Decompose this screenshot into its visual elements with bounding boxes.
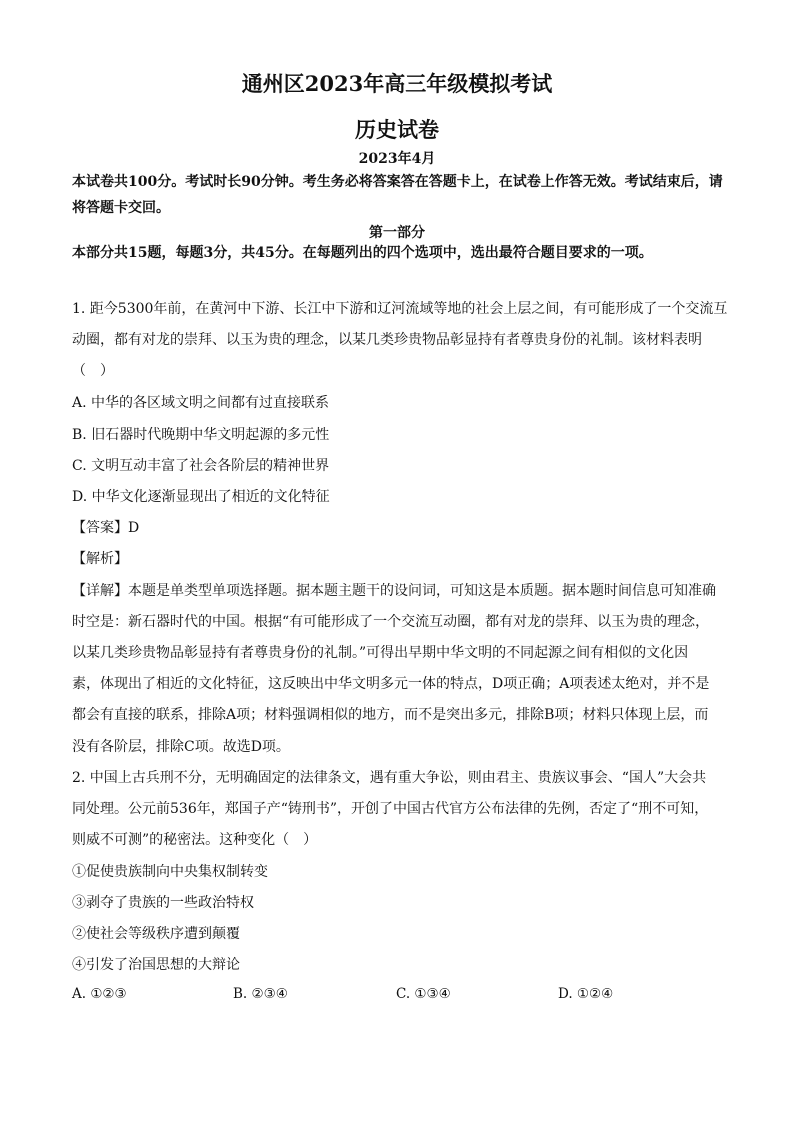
q2-option-a: A. ①②③ bbox=[72, 986, 127, 1002]
q1-option-c: C. 文明互动丰富了社会各阶层的精神世界 bbox=[72, 458, 330, 474]
q1-detail-line-3: 以某几类珍贵物品彰显持有者尊贵身份的礼制。”可得出早期中华文明的不同起源之间有相似的文化因 bbox=[72, 645, 689, 661]
q1-option-d: D. 中华文化逐渐显现出了相近的文化特征 bbox=[72, 489, 330, 505]
q2-item-4: ④引发了治国思想的大辩论 bbox=[72, 957, 240, 973]
exam-instructions: 本试卷共100分。考试时长90分钟。考生务必将答案答在答题卡上，在试卷上作答无效。考试结束后，请将答题卡交回。 bbox=[72, 174, 723, 216]
q1-detail-line-6: 没有各阶层，排除C项。故选D项。 bbox=[72, 739, 290, 755]
q1-answer: 【答案】D bbox=[72, 520, 140, 536]
q1-stem-line-1: 1. 距今5300年前，在黄河中下游、长江中下游和辽河流域等地的社会上层之间，有可能形成了一个交流互 bbox=[72, 301, 728, 317]
q2-stem-line-1: 2. 中国上古兵刑不分，无明确固定的法律条文，遇有重大争讼，则由君主、贵族议事会、“国人”大会共 bbox=[72, 770, 707, 786]
q2-option-b: B. ②③④ bbox=[233, 986, 288, 1002]
part-intro: 本部分共15题，每题3分，共45分。在每题列出的四个选项中，选出最符合题目要求的一项。 bbox=[72, 245, 653, 261]
q2-stem-line-2: 同处理。公元前536年，郑国子产“铸刑书”，开创了中国古代官方公布法律的先例，否定了“刑不可知， bbox=[72, 801, 709, 817]
q1-detail-line-5: 都会有直接的联系，排除A项；材料强调相似的地方，而不是突出多元，排除B项；材料只体现上层，而 bbox=[72, 707, 709, 723]
q2-item-1: ①促使贵族制向中央集权制转变 bbox=[72, 864, 268, 880]
exam-subject: 历史试卷 bbox=[355, 117, 439, 142]
q2-stem-line-3: 则威不可测”的秘密法。这种变化（ ） bbox=[72, 832, 318, 848]
q2-option-c: C. ①③④ bbox=[396, 986, 451, 1002]
q1-detail-line-4: 素，体现出了相近的文化特征，这反映出中华文明多元一体的特点，D项正确；A项表述太绝对，并不是 bbox=[72, 676, 710, 692]
q1-detail-line-1: 【详解】本题是单类型单项选择题。据本题主题干的设问词，可知这是本质题。据本题时间信息可知准确 bbox=[72, 583, 716, 599]
q2-option-d: D. ①②④ bbox=[558, 986, 614, 1002]
q1-analysis-label: 【解析】 bbox=[72, 551, 128, 567]
q1-stem-line-3: （ ） bbox=[72, 363, 114, 379]
q1-detail-line-2: 时空是：新石器时代的中国。根据“有可能形成了一个交流互动圈，都有对龙的崇拜、以玉为贵的理念， bbox=[72, 614, 710, 630]
exam-date: 2023年4月 bbox=[358, 151, 436, 167]
exam-title: 通州区2023年高三年级模拟考试 bbox=[241, 71, 553, 96]
part-title: 第一部分 bbox=[369, 225, 425, 241]
q1-option-b: B. 旧石器时代晚期中华文明起源的多元性 bbox=[72, 427, 330, 443]
q1-option-a: A. 中华的各区域文明之间都有过直接联系 bbox=[72, 395, 330, 411]
q2-item-3: ③剥夺了贵族的一些政治特权 bbox=[72, 895, 254, 911]
q2-item-2: ②使社会等级秩序遭到颠覆 bbox=[72, 926, 240, 942]
q1-stem-line-2: 动圈，都有对龙的崇拜、以玉为贵的理念，以某几类珍贵物品彰显持有者尊贵身份的礼制。该材料表明 bbox=[72, 332, 702, 348]
